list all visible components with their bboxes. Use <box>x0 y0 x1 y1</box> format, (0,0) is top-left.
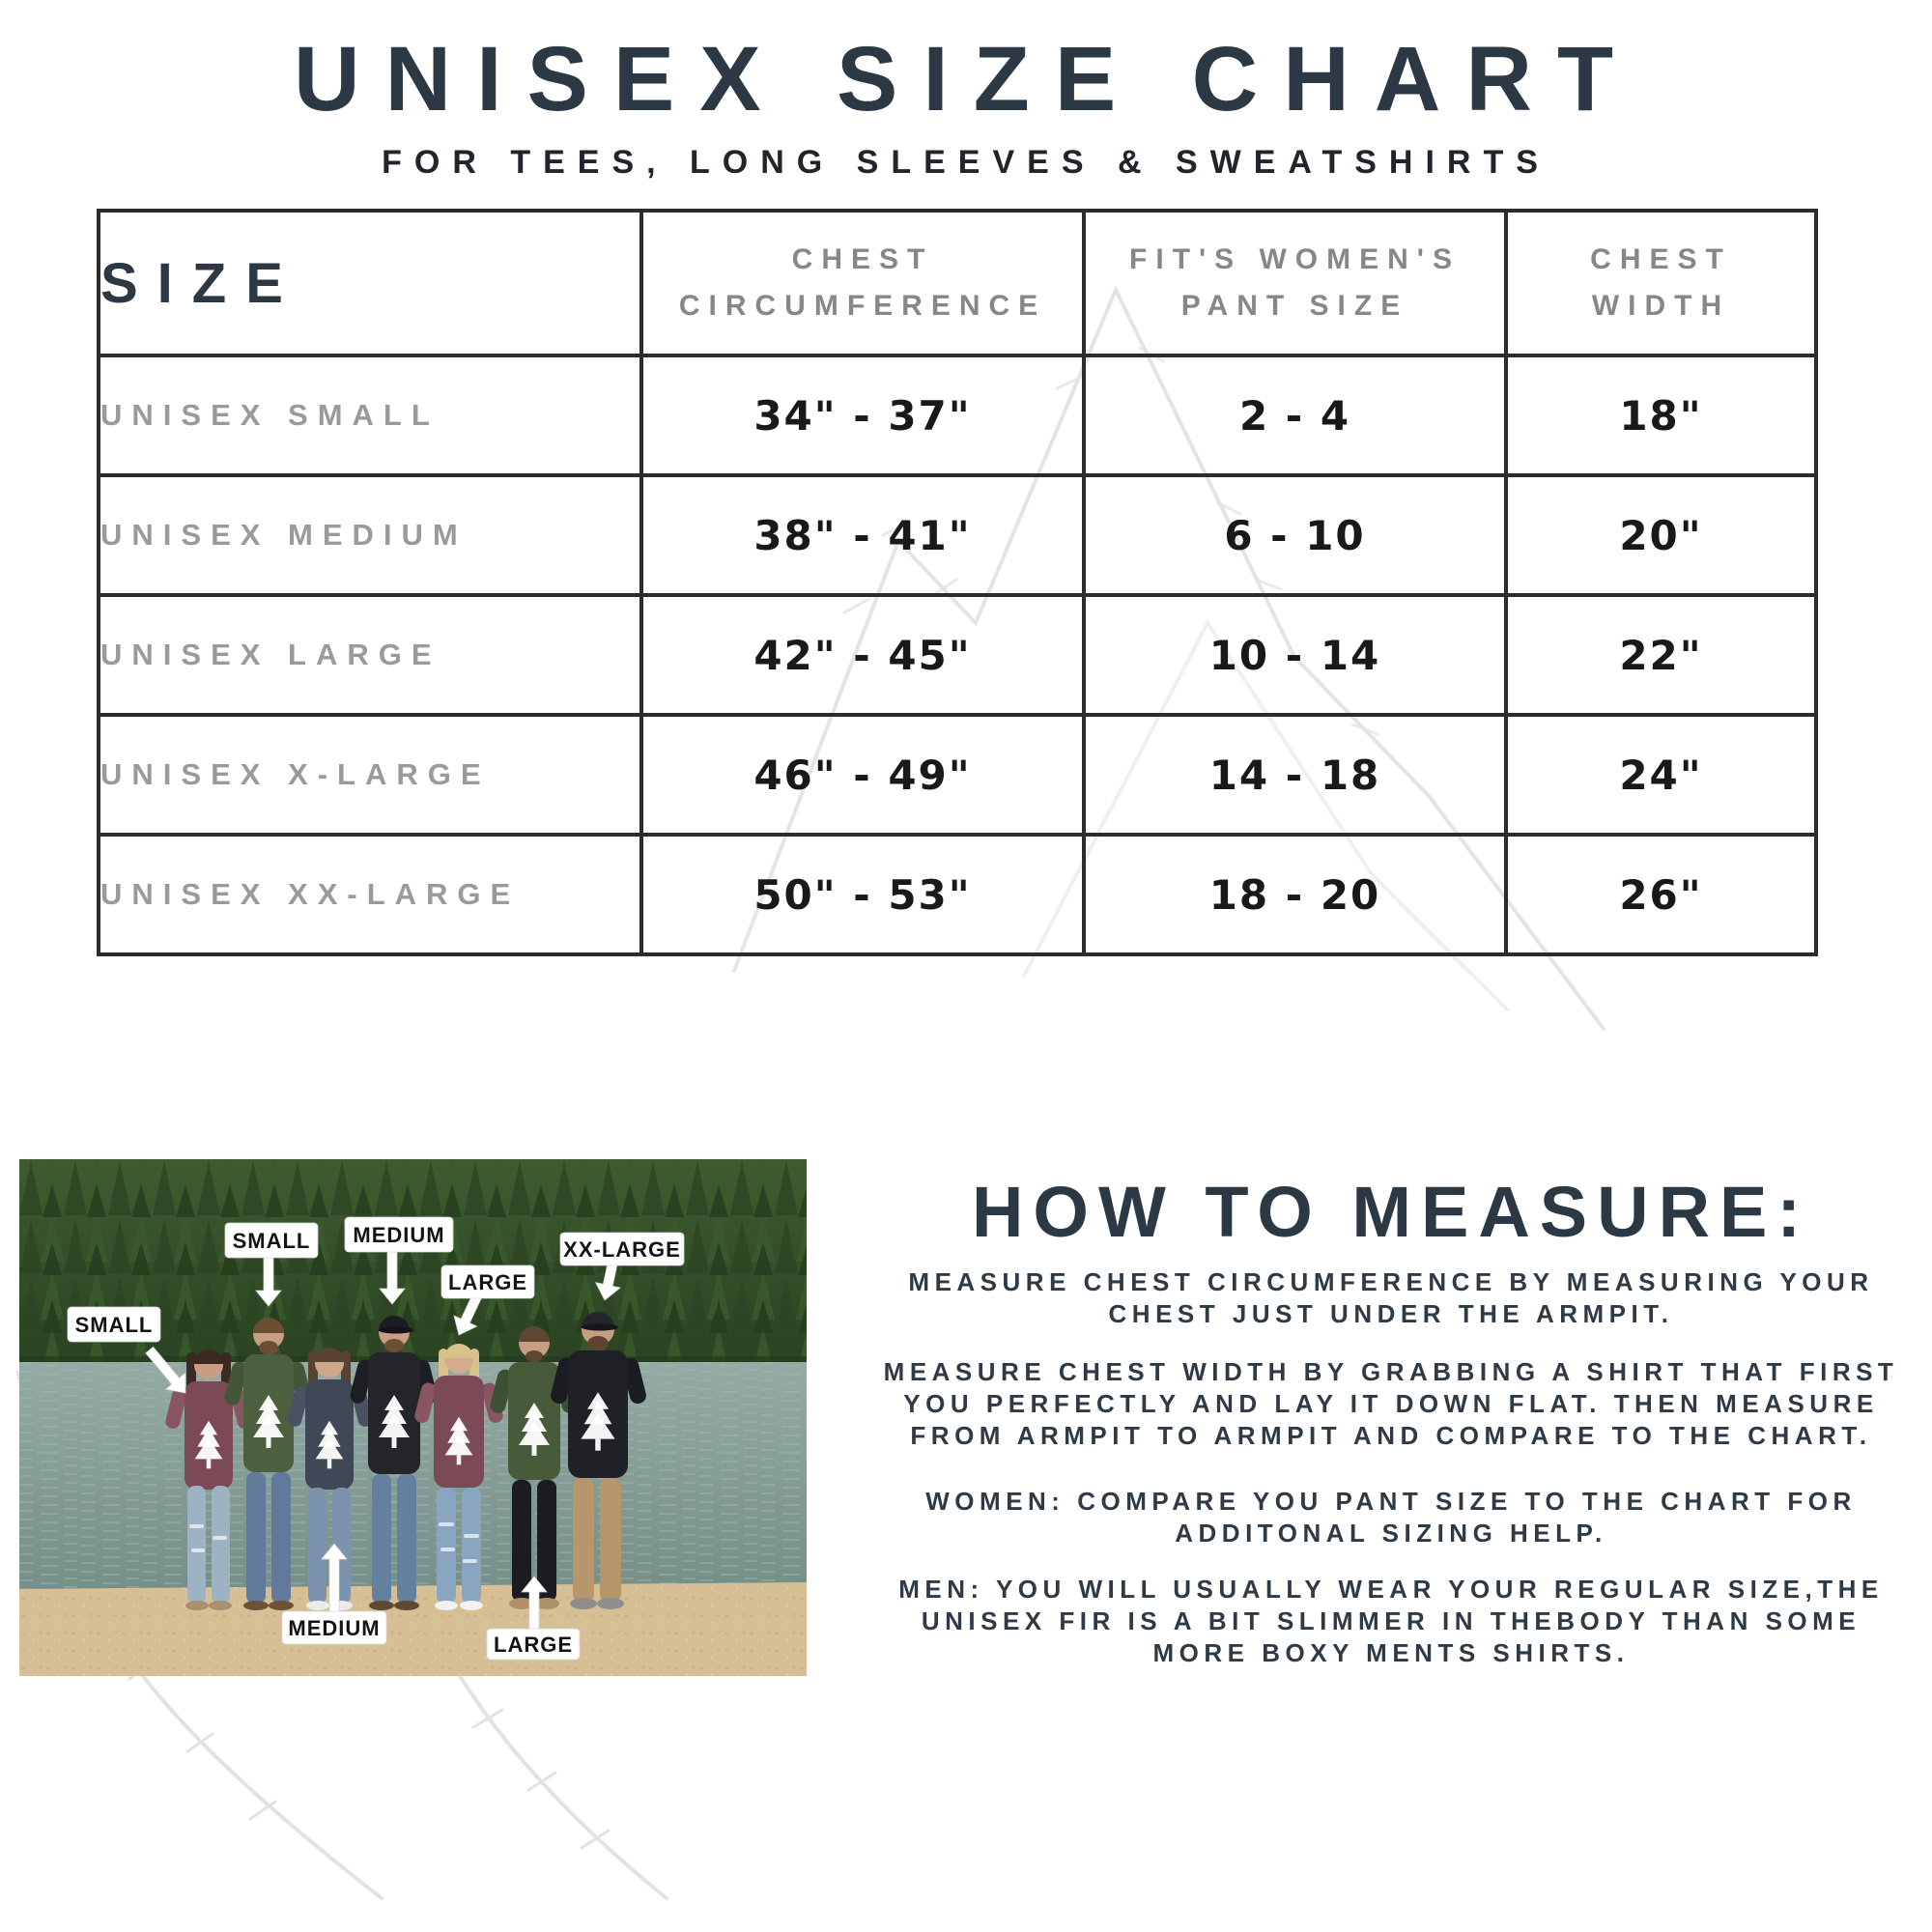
chest-width-cell: 24" <box>1506 715 1816 835</box>
paragraph-line: YOU PERFECTLY AND LAY IT DOWN FLAT. THEN MEASURE <box>903 1389 1879 1418</box>
paragraph-line: MEASURE CHEST WIDTH BY GRABBING A SHIRT THAT FIRST <box>883 1357 1899 1386</box>
measure-circumference-paragraph <box>865 1266 1918 1330</box>
pant-size-cell: 2 - 4 <box>1084 355 1506 475</box>
how-to-measure-heading: HOW TO MEASURE: <box>971 1172 1811 1252</box>
chest-width-cell: 18" <box>1506 355 1816 475</box>
chest-circumference-cell: 38" - 41" <box>641 475 1084 595</box>
photo-label-text: LARGE <box>494 1633 573 1657</box>
chest-width-cell: 26" <box>1506 835 1816 954</box>
photo-label-text: MEDIUM <box>353 1223 445 1247</box>
paragraph-line: FROM ARMPIT TO ARMPIT AND COMPARE TO THE CHART. <box>910 1421 1872 1450</box>
photo-label-text: LARGE <box>448 1270 527 1294</box>
column-header-chest-circumference <box>641 211 1084 355</box>
size-name-cell: UNISEX MEDIUM <box>99 475 641 595</box>
paragraph-line: MEN: YOU WILL USUALLY WEAR YOUR REGULAR SIZE,THE <box>898 1575 1884 1604</box>
photo-label-medium-bottom <box>282 1611 386 1644</box>
header-line: CHEST <box>791 243 934 275</box>
photo-label-small-top <box>225 1223 318 1258</box>
header-line: CHEST <box>1590 243 1732 275</box>
photo-label-xxlarge-top <box>560 1233 684 1265</box>
page-subtitle: FOR TEES, LONG SLEEVES & SWEATSHIRTS <box>382 143 1550 181</box>
pant-size-cell: 18 - 20 <box>1084 835 1506 954</box>
header-line: WIDTH <box>1591 290 1731 322</box>
chest-circumference-cell: 46" - 49" <box>641 715 1084 835</box>
men-sizing-paragraph <box>865 1574 1918 1669</box>
pant-size-cell: 10 - 14 <box>1084 595 1506 715</box>
title-block <box>0 29 1932 182</box>
photo-label-text: SMALL <box>74 1313 154 1337</box>
chest-width-cell: 20" <box>1506 475 1816 595</box>
chest-width-cell: 22" <box>1506 595 1816 715</box>
page-title: UNISEX SIZE CHART <box>293 28 1639 130</box>
pant-size-cell: 14 - 18 <box>1084 715 1506 835</box>
photo-label-large-top <box>441 1265 534 1298</box>
photo-label-large-bottom <box>487 1629 580 1660</box>
table-row <box>99 355 1816 475</box>
chest-circumference-cell: 34" - 37" <box>641 355 1084 475</box>
table-row <box>99 475 1816 595</box>
group-photo <box>19 1159 807 1676</box>
paragraph-line: CHEST JUST UNDER THE ARMPIT. <box>1108 1299 1674 1328</box>
table-row <box>99 595 1816 715</box>
chest-circumference-cell: 42" - 45" <box>641 595 1084 715</box>
paragraph-line: ADDITONAL SIZING HELP. <box>1175 1519 1607 1548</box>
table-row <box>99 715 1816 835</box>
paragraph-line: MEASURE CHEST CIRCUMFERENCE BY MEASURING YOUR <box>908 1267 1874 1296</box>
photo-label-medium-top <box>345 1217 453 1252</box>
table-header-row <box>99 211 1816 355</box>
column-header-chest-width <box>1506 211 1816 355</box>
chest-circumference-cell: 50" - 53" <box>641 835 1084 954</box>
pant-size-cell: 6 - 10 <box>1084 475 1506 595</box>
how-to-measure-section <box>865 1171 1918 1669</box>
size-chart-table <box>97 209 1818 956</box>
size-name-cell: UNISEX XX-LARGE <box>99 835 641 954</box>
size-name-cell: UNISEX SMALL <box>99 355 641 475</box>
header-line: PANT SIZE <box>1180 290 1409 322</box>
header-line: FIT'S WOMEN'S <box>1129 243 1461 275</box>
paragraph-line: UNISEX FIR IS A BIT SLIMMER IN THEBODY THAN SOME <box>921 1606 1861 1635</box>
measure-chest-width-paragraph <box>865 1356 1918 1452</box>
paragraph-line: MORE BOXY MENTS SHIRTS. <box>1152 1638 1630 1667</box>
group-photo-canvas <box>19 1159 807 1676</box>
photo-label-text: MEDIUM <box>288 1616 381 1640</box>
column-header-size: SIZE <box>99 211 641 355</box>
size-name-cell: UNISEX LARGE <box>99 595 641 715</box>
photo-label-text: SMALL <box>232 1229 311 1253</box>
photo-label-small-left <box>68 1307 160 1342</box>
column-header-pant-size <box>1084 211 1506 355</box>
header-line: CIRCUMFERENCE <box>678 290 1047 322</box>
photo-label-text: XX-LARGE <box>563 1237 681 1262</box>
table-row <box>99 835 1816 954</box>
size-name-cell: UNISEX X-LARGE <box>99 715 641 835</box>
paragraph-line: WOMEN: COMPARE YOU PANT SIZE TO THE CHART FOR <box>925 1487 1857 1516</box>
women-sizing-paragraph <box>865 1486 1918 1549</box>
